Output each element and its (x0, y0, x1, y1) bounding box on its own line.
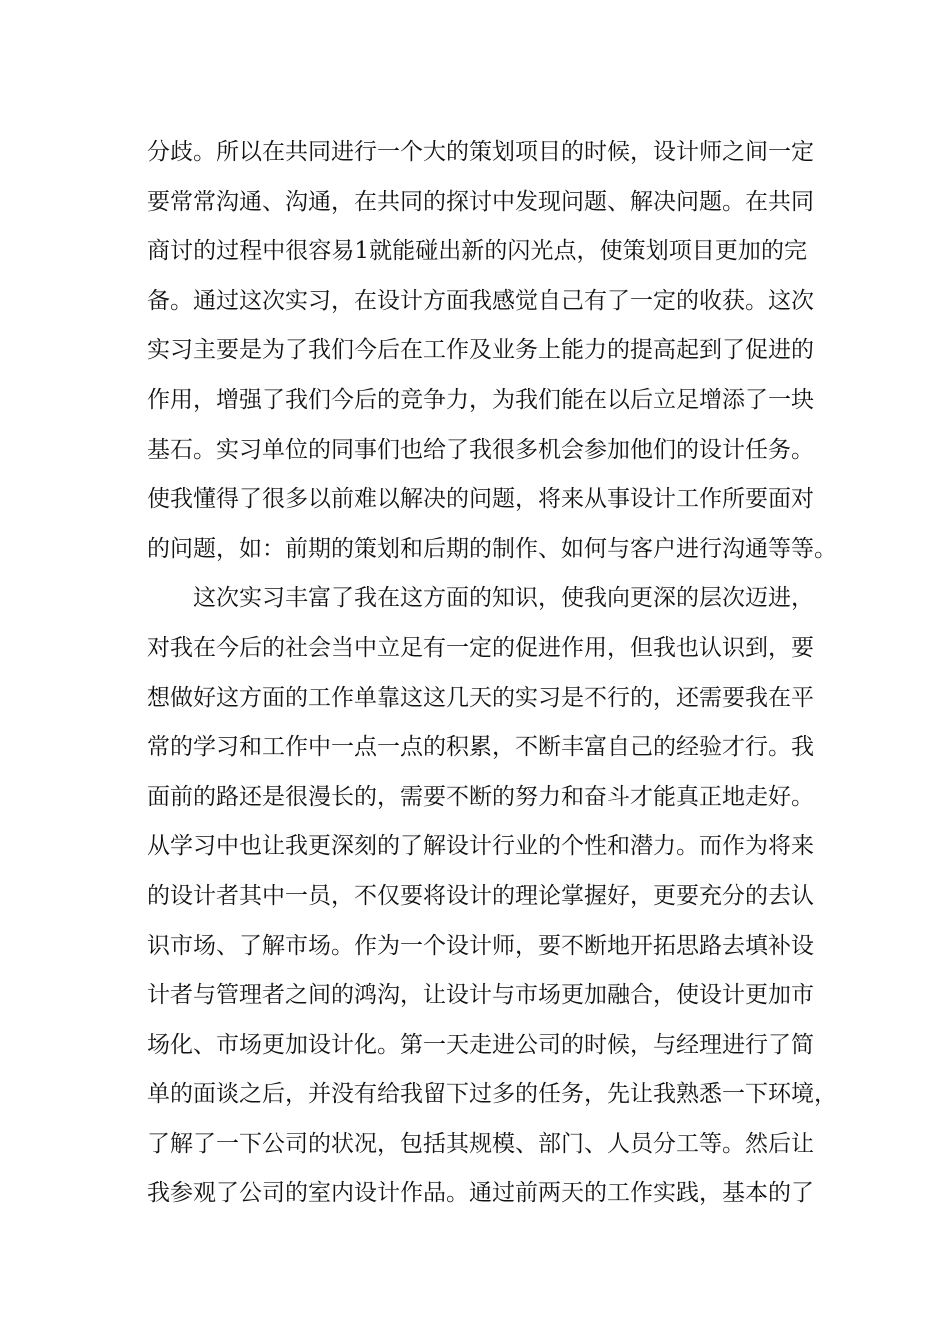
text-line: 我参观了公司的室内设计作品。通过前两天的工作实践，基本的了 (147, 1180, 814, 1207)
text-line: 对我在今后的社会当中立足有一定的促进作用，但我也认识到，要 (147, 634, 814, 661)
text-line: 场化、市场更加设计化。第一天走进公司的时候，与经理进行了简 (147, 1031, 814, 1058)
text-line: 从学习中也让我更深刻的了解设计行业的个性和潜力。而作为将来 (147, 833, 814, 860)
text-line: 常的学习和工作中一点一点的积累，不断丰富自己的经验才行。我 (147, 734, 814, 761)
text-line: 的设计者其中一员，不仅要将设计的理论掌握好，更要充分的去认 (147, 882, 814, 909)
text-line: 基石。实习单位的同事们也给了我很多机会参加他们的设计任务。 (147, 436, 814, 463)
text-line: 使我懂得了很多以前难以解决的问题，将来从事设计工作所要面对 (147, 486, 814, 513)
text-line: 想做好这方面的工作单靠这这几天的实习是不行的，还需要我在平 (147, 684, 814, 711)
paragraph-first-line: 这次实习丰富了我在这方面的知识，使我向更深的层次迈进， (193, 585, 814, 612)
text-line: 作用，增强了我们今后的竞争力，为我们能在以后立足增添了一块 (147, 386, 814, 413)
text-line: 要常常沟通、沟通，在共同的探讨中发现问题、解决问题。在共同 (147, 188, 814, 215)
text-line: 分歧。所以在共同进行一个大的策划项目的时候，设计师之间一定 (147, 139, 814, 165)
text-line: 识市场、了解市场。作为一个设计师，要不断地开拓思路去填补设 (147, 932, 814, 959)
text-line: 实习主要是为了我们今后在工作及业务上能力的提高起到了促进的 (147, 337, 814, 364)
text-line: 面前的路还是很漫长的，需要不断的努力和奋斗才能真正地走好。 (147, 783, 814, 810)
text-line: 计者与管理者之间的鸿沟，让设计与市场更加融合，使设计更加市 (147, 982, 814, 1009)
text-line: 商讨的过程中很容易1就能碰出新的闪光点，使策划项目更加的完 (147, 238, 807, 265)
body-text (147, 128, 837, 1219)
paragraph-end-line: 的问题，如：前期的策划和后期的制作、如何与客户进行沟通等等。 (147, 535, 837, 562)
text-line: 了解了一下公司的状况，包括其规模、部门、人员分工等。然后让 (147, 1130, 814, 1157)
text-line: 单的面谈之后，并没有给我留下过多的任务，先让我熟悉一下环境， (147, 1081, 837, 1108)
text-line: 备。通过这次实习，在设计方面我感觉自己有了一定的收获。这次 (147, 287, 814, 314)
